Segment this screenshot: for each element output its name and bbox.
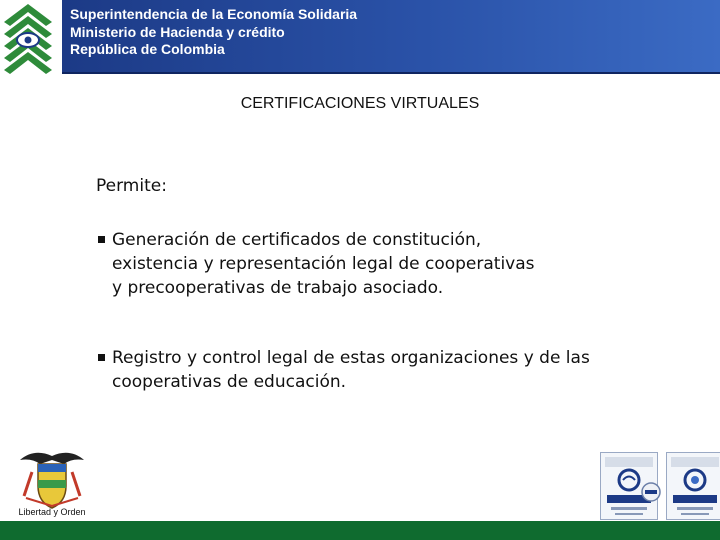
supersolidaria-logo <box>2 2 54 76</box>
bullet-item <box>98 346 618 394</box>
bullet-text: Generación de certificados de constitución, existencia y representación legal de cooperativas y precooperativas de trabajo asociado. <box>112 230 535 298</box>
icontec-certificate-seal-icon <box>666 452 720 520</box>
bullet-item <box>98 228 548 300</box>
footer-bar <box>0 521 720 540</box>
bullet-text: Registro y control legal de estas organizaciones y de las cooperativas de educación. <box>112 348 590 392</box>
header-ministry: Ministerio de Hacienda y crédito <box>70 24 285 40</box>
intro-text: Permite: <box>96 176 167 196</box>
header-bar <box>62 0 720 74</box>
iqnet-seal-icon <box>640 452 662 518</box>
slide-title: CERTIFICACIONES VIRTUALES <box>240 95 480 112</box>
header-country: República de Colombia <box>70 41 225 57</box>
bullet-marker <box>98 236 105 243</box>
bullet-marker <box>98 354 105 361</box>
motto-text: Libertad y Orden <box>18 507 86 517</box>
header-org-name: Superintendencia de la Economía Solidaria <box>70 6 358 22</box>
